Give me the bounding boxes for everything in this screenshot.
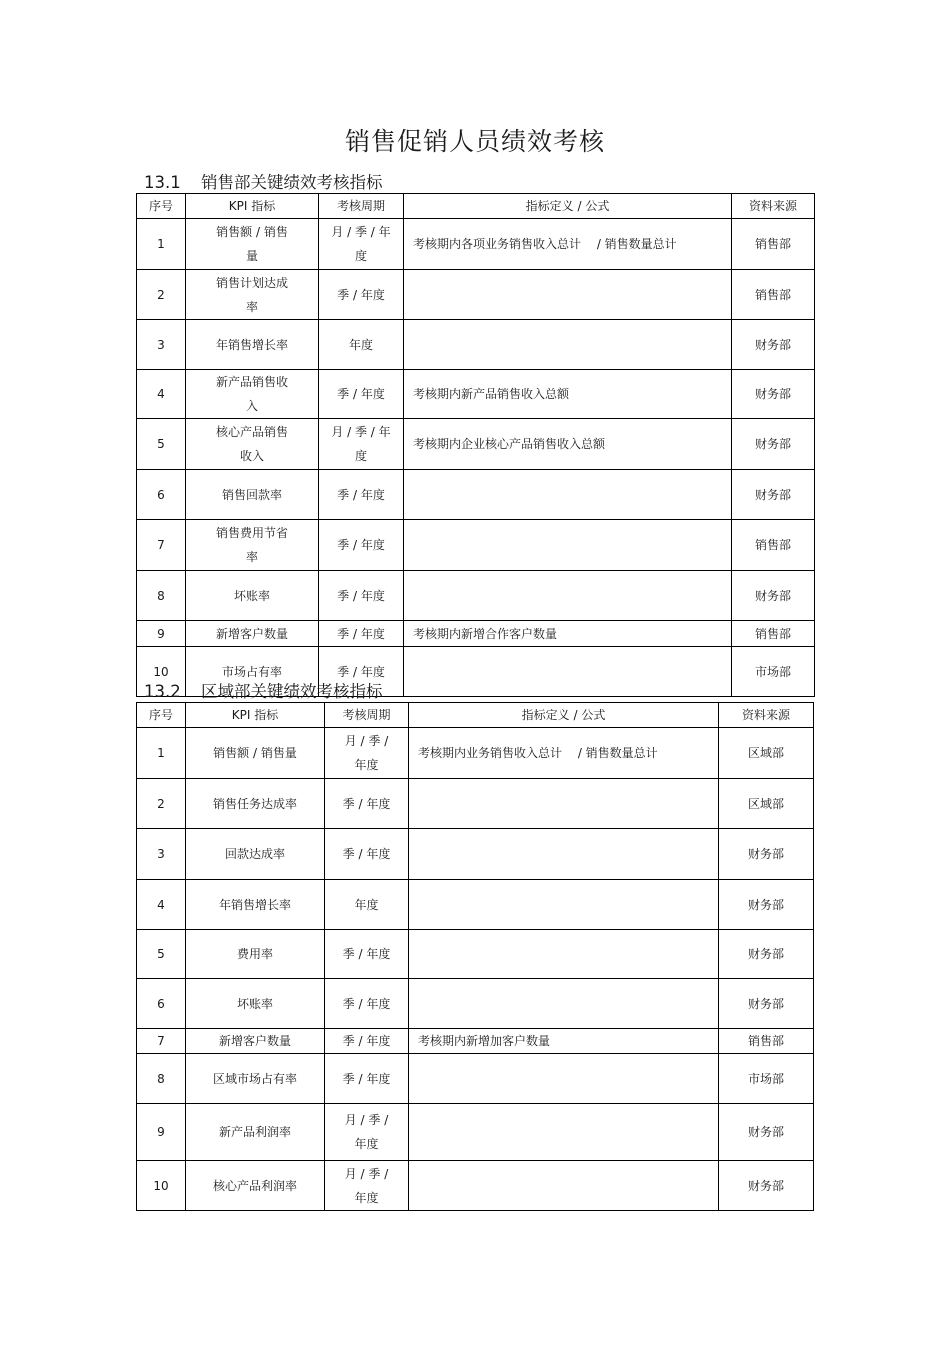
- table-row: [137, 1161, 814, 1211]
- section-heading: [144, 169, 383, 193]
- table-row: [137, 520, 815, 571]
- row-number-cell: 9: [137, 1104, 186, 1161]
- table-row: [137, 370, 815, 419]
- definition-cell: [409, 1054, 719, 1104]
- row-number-cell: 10: [137, 647, 186, 697]
- definition-cell: [409, 930, 719, 979]
- table-row: [137, 779, 814, 829]
- kpi-cell: 新增客户数量: [186, 1029, 325, 1054]
- source-cell: 财务部: [719, 979, 814, 1029]
- period-cell: 季 / 年度: [319, 647, 404, 697]
- period-cell: 季 / 年度: [325, 1054, 409, 1104]
- col-period-header: 考核周期: [325, 703, 409, 728]
- source-cell: 区域部: [719, 779, 814, 829]
- table-row: [137, 320, 815, 370]
- section-title: 区域部关键绩效考核指标: [201, 682, 383, 701]
- page-title: 销售促销人员绩效考核: [344, 127, 605, 156]
- period-cell: 月 / 季 / 年度: [325, 1104, 409, 1161]
- definition-cell: 考核期内新增合作客户数量: [404, 621, 732, 647]
- row-number-cell: 10: [137, 1161, 186, 1211]
- definition-cell: [404, 470, 732, 520]
- kpi-cell: 回款达成率: [186, 829, 325, 880]
- section-title: 销售部关键绩效考核指标: [201, 173, 383, 192]
- table-row: [137, 571, 815, 621]
- kpi-cell: 销售额 / 销售量: [186, 219, 319, 270]
- period-cell: 季 / 年度: [325, 779, 409, 829]
- row-number-cell: 5: [137, 930, 186, 979]
- kpi-cell: 费用率: [186, 930, 325, 979]
- kpi-cell: 年销售增长率: [186, 320, 319, 370]
- row-number-cell: 7: [137, 520, 186, 571]
- source-cell: 财务部: [732, 370, 815, 419]
- col-definition-header: 指标定义 / 公式: [404, 194, 732, 219]
- period-cell: 季 / 年度: [319, 520, 404, 571]
- period-cell: 季 / 年度: [325, 930, 409, 979]
- source-cell: 财务部: [719, 880, 814, 930]
- period-cell: 季 / 年度: [319, 470, 404, 520]
- row-number-cell: 1: [137, 728, 186, 779]
- kpi-cell: 销售回款率: [186, 470, 319, 520]
- row-number-cell: 8: [137, 571, 186, 621]
- source-cell: 市场部: [719, 1054, 814, 1104]
- definition-cell: [404, 647, 732, 697]
- source-cell: 财务部: [732, 419, 815, 470]
- source-cell: 区域部: [719, 728, 814, 779]
- period-cell: 季 / 年度: [319, 571, 404, 621]
- row-number-cell: 3: [137, 320, 186, 370]
- kpi-cell: 销售计划达成率: [186, 270, 319, 320]
- kpi-cell: 坏账率: [186, 571, 319, 621]
- kpi-cell: 市场占有率: [186, 647, 319, 697]
- table-header-row: [137, 194, 815, 219]
- definition-cell: 考核期内新增加客户数量: [409, 1029, 719, 1054]
- table-row: [137, 1104, 814, 1161]
- source-cell: 财务部: [732, 320, 815, 370]
- col-kpi-header: KPI 指标: [186, 194, 319, 219]
- period-cell: 季 / 年度: [319, 370, 404, 419]
- period-cell: 月 / 季 / 年度: [319, 219, 404, 270]
- kpi-cell: 核心产品销售收入: [186, 419, 319, 470]
- col-source-header: 资料来源: [732, 194, 815, 219]
- table-row: [137, 880, 814, 930]
- period-cell: 年度: [325, 880, 409, 930]
- period-cell: 年度: [319, 320, 404, 370]
- section-number: 13.1: [144, 173, 181, 192]
- table-row: [137, 728, 814, 779]
- row-number-cell: 2: [137, 270, 186, 320]
- kpi-table-region: [136, 702, 814, 1211]
- period-cell: 月 / 季 / 年度: [325, 728, 409, 779]
- row-number-cell: 1: [137, 219, 186, 270]
- kpi-table-sales: [136, 193, 815, 697]
- row-number-cell: 6: [137, 470, 186, 520]
- period-cell: 月 / 季 / 年度: [319, 419, 404, 470]
- definition-cell: 考核期内企业核心产品销售收入总额: [404, 419, 732, 470]
- definition-cell: [404, 270, 732, 320]
- definition-cell: [404, 520, 732, 571]
- source-cell: 销售部: [732, 270, 815, 320]
- table-row: [137, 930, 814, 979]
- period-cell: 季 / 年度: [325, 1029, 409, 1054]
- kpi-cell: 新增客户数量: [186, 621, 319, 647]
- kpi-cell: 区域市场占有率: [186, 1054, 325, 1104]
- table-row: [137, 270, 815, 320]
- period-cell: 季 / 年度: [319, 621, 404, 647]
- col-no-header: 序号: [137, 703, 186, 728]
- definition-cell: [409, 880, 719, 930]
- row-number-cell: 5: [137, 419, 186, 470]
- row-number-cell: 7: [137, 1029, 186, 1054]
- source-cell: 销售部: [732, 520, 815, 571]
- source-cell: 财务部: [719, 1104, 814, 1161]
- source-cell: 销售部: [732, 621, 815, 647]
- col-definition-header: 指标定义 / 公式: [409, 703, 719, 728]
- section-number: 13.2: [144, 682, 181, 701]
- period-cell: 季 / 年度: [325, 829, 409, 880]
- definition-cell: [404, 320, 732, 370]
- kpi-cell: 年销售增长率: [186, 880, 325, 930]
- definition-cell: [409, 779, 719, 829]
- period-cell: 季 / 年度: [319, 270, 404, 320]
- col-no-header: 序号: [137, 194, 186, 219]
- col-kpi-header: KPI 指标: [186, 703, 325, 728]
- table-row: [137, 470, 815, 520]
- kpi-cell: 坏账率: [186, 979, 325, 1029]
- kpi-cell: 核心产品利润率: [186, 1161, 325, 1211]
- definition-cell: [404, 571, 732, 621]
- col-period-header: 考核周期: [319, 194, 404, 219]
- definition-cell: 考核期内业务销售收入总计 / 销售数量总计: [409, 728, 719, 779]
- row-number-cell: 3: [137, 829, 186, 880]
- definition-cell: [409, 979, 719, 1029]
- row-number-cell: 8: [137, 1054, 186, 1104]
- table-row: [137, 621, 815, 647]
- kpi-cell: 新产品销售收入: [186, 370, 319, 419]
- table-row: [137, 419, 815, 470]
- row-number-cell: 2: [137, 779, 186, 829]
- table-row: [137, 219, 815, 270]
- source-cell: 财务部: [719, 829, 814, 880]
- source-cell: 销售部: [732, 219, 815, 270]
- kpi-cell: 销售额 / 销售量: [186, 728, 325, 779]
- row-number-cell: 4: [137, 880, 186, 930]
- source-cell: 财务部: [719, 930, 814, 979]
- row-number-cell: 4: [137, 370, 186, 419]
- definition-cell: [409, 829, 719, 880]
- table-row: [137, 829, 814, 880]
- source-cell: 财务部: [732, 571, 815, 621]
- section-heading: [144, 678, 383, 702]
- definition-cell: [409, 1104, 719, 1161]
- table-row: [137, 979, 814, 1029]
- table-row: [137, 1029, 814, 1054]
- table-row: [137, 1054, 814, 1104]
- kpi-cell: 销售任务达成率: [186, 779, 325, 829]
- definition-cell: 考核期内新产品销售收入总额: [404, 370, 732, 419]
- kpi-cell: 新产品利润率: [186, 1104, 325, 1161]
- definition-cell: [409, 1161, 719, 1211]
- period-cell: 季 / 年度: [325, 979, 409, 1029]
- source-cell: 销售部: [719, 1029, 814, 1054]
- period-cell: 月 / 季 / 年度: [325, 1161, 409, 1211]
- col-source-header: 资料来源: [719, 703, 814, 728]
- kpi-cell: 销售费用节省率: [186, 520, 319, 571]
- row-number-cell: 6: [137, 979, 186, 1029]
- row-number-cell: 9: [137, 621, 186, 647]
- source-cell: 财务部: [732, 470, 815, 520]
- definition-cell: 考核期内各项业务销售收入总计 / 销售数量总计: [404, 219, 732, 270]
- source-cell: 财务部: [719, 1161, 814, 1211]
- table-header-row: [137, 703, 814, 728]
- source-cell: 市场部: [732, 647, 815, 697]
